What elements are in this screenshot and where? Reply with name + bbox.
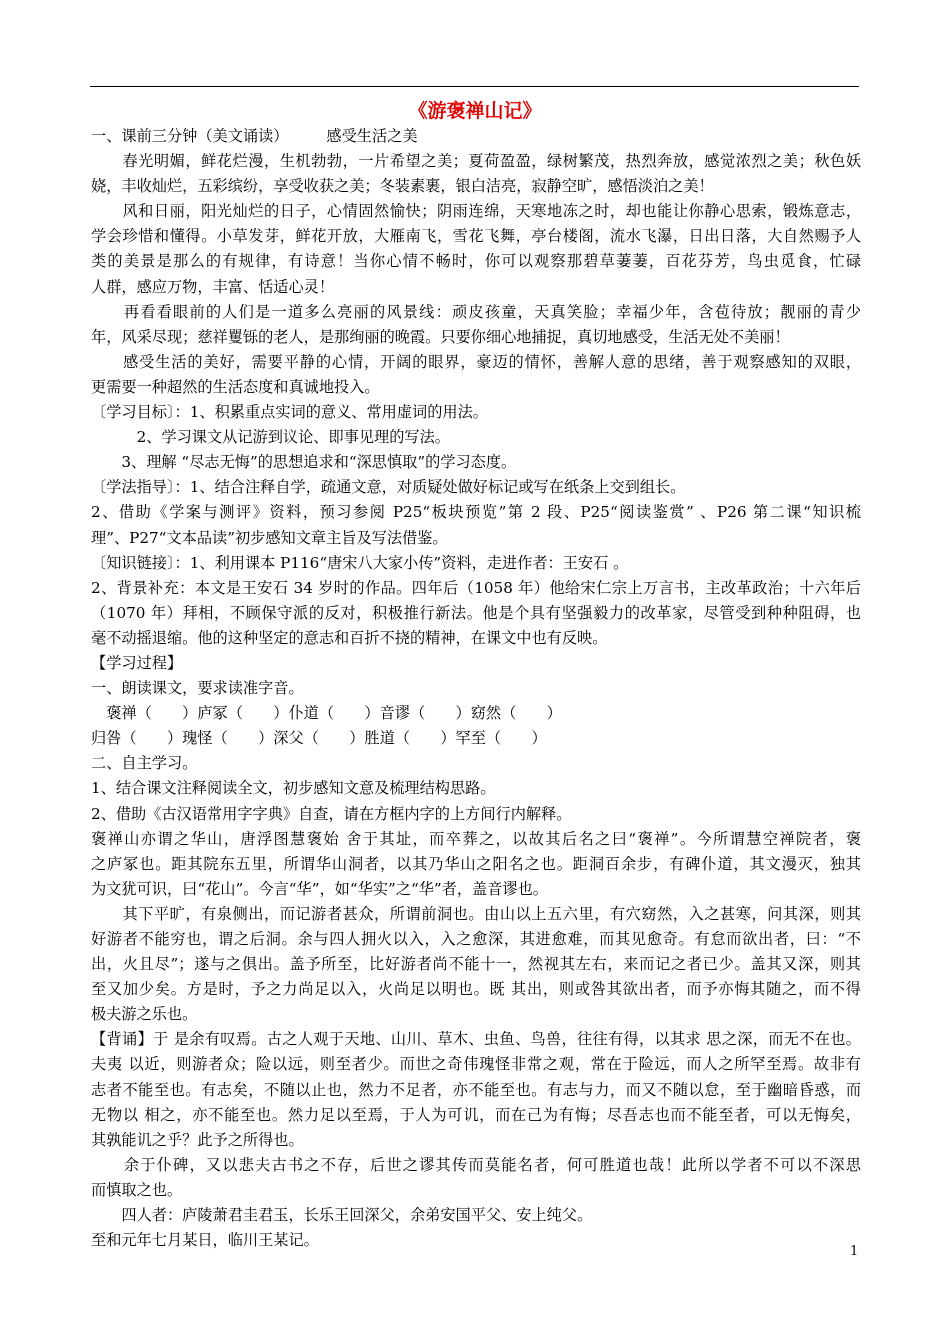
- classical-text-line: 出，火且尽”；遂与之俱出。盖予所至，比好游者尚不能十一，然视其左右，来而记之者已少。盖其又深，则其: [91, 955, 861, 974]
- learning-goals: 2、学习课文从记游到议论、即事见理的写法。: [91, 428, 450, 447]
- paragraph-line: 春光明媚，鲜花烂漫，生机勃勃，一片希望之美；夏荷盈盈，绿树繁茂，热烈奔放，感觉浓烈之美；秋色妖: [91, 152, 861, 171]
- paragraph-line: 学会珍惜和懂得。小草发芽，鲜花开放，大雁南飞，雪花飞舞，亭台楼阁，流水飞瀑，日出日落，大自然赐予人: [91, 227, 861, 246]
- section-heading: 二、自主学习。: [91, 754, 198, 773]
- knowledge-link: 2、背景补充：本文是王安石 34 岁时的作品。四年后（1058 年）他给宋仁宗上万言书，主改革政治；十六年后: [91, 578, 861, 597]
- paragraph-line: 人群，感应万物，丰富、恬适心灵！: [91, 277, 334, 296]
- classical-text-line: 余于仆碑，又以悲夫古书之不存，后世之谬其传而莫能名者，何可胜道也哉！此所以学者不可以不深思: [91, 1155, 861, 1174]
- knowledge-link: 毫不动摇退缩。他的这种坚定的意志和百折不挠的精神，在课文中也有反映。: [91, 628, 608, 647]
- page-number: 1: [850, 1244, 859, 1259]
- paragraph-line: 更需要一种超然的生活态度和真诚地投入。: [91, 377, 380, 396]
- classical-text-line: 为文犹可识，曰“花山”。今言“华”，如“华实”之“华”者，盖音谬也。: [91, 879, 548, 898]
- paragraph-line: 感受生活的美好，需要平静的心情，开阔的眼界，豪迈的情怀，善解人意的思绪，善于观察感知的双眼，: [91, 352, 861, 371]
- header-rule: [90, 86, 859, 87]
- classical-text-line: 好游者不能穷也，谓之后洞。余与四人拥火以入，入之愈深，其进愈难，而其见愈奇。有怠而欲出者，曰：“不: [91, 930, 861, 948]
- classical-text-line: 极夫游之乐也。: [91, 1005, 198, 1024]
- section-heading: 一、课前三分钟（美文诵读） 感受生活之美: [91, 127, 418, 145]
- recitation-line: 【背诵】于 是余有叹焉。古之人观于天地、山川、草木、虫鱼、鸟兽，往往有得，以其求 思之深，而无不在也。: [91, 1030, 861, 1049]
- paragraph-line: 再看看眼前的人们是一道多么亮丽的风景线：顽皮孩童，天真笑脸；幸福少年，含苞待放；靓丽的青少: [91, 302, 861, 321]
- section-heading: 【学习过程】: [91, 653, 183, 672]
- recitation-line: 无物以 相之，亦不能至也。然力足以至焉，于人为可讥，而在己为有悔；尽吾志也而不能至者，可以无悔矣，: [91, 1105, 861, 1124]
- paragraph-line: 年，风采尽现；慈祥矍铄的老人，是那绚丽的晚霞。只要你细心地捕捉，真切地感受，生活无处不美丽！: [91, 327, 790, 346]
- pronunciation-exercise: 褒禅（ ）庐冢（ ）仆道（ ）音谬（ ）窈然（ ）: [91, 704, 562, 723]
- knowledge-link: 〔知识链接〕：1、利用课本 P116“唐宋八大家小传”资料，走进作者：王安石 。: [91, 553, 629, 572]
- study-guide: 2、借助《学案与测评》资料，预习参阅 P25“板块预览”第 2 段、P25“阅读鉴赏” 、P26 第二课“知识梳: [91, 503, 861, 522]
- section-heading: 一、朗读课文，要求读准字音。: [91, 679, 304, 698]
- classical-text-line: 之庐冢也。距其院东五里，所谓华山洞者，以其乃华山之阳名之也。距洞百余步，有碑仆道，其文漫灭，独其: [91, 854, 861, 873]
- instruction-line: 2、借助《古汉语常用字字典》自查，请在方框内字的上方间行内解释。: [91, 804, 572, 823]
- recitation-line: 夫夷 以近，则游者众；险以远，则至者少。而世之奇伟瑰怪非常之观，常在于险远，而人之所罕至焉。故非有: [91, 1055, 861, 1074]
- paragraph-line: 娆，丰收灿烂，五彩缤纷，享受收获之美；冬装素裹，银白洁亮，寂静空旷，感悟淡泊之美！: [91, 177, 714, 196]
- paragraph-line: 类的美景是那么的有规律，有诗意！当你心情不畅时，你可以观察那碧草萋萋，百花芬芳，鸟虫觅食，忙碌: [91, 252, 861, 271]
- page-title: 《游褒禅山记》: [408, 100, 542, 122]
- instruction-line: 1、结合课文注释阅读全文，初步感知文意及梳理结构思路。: [91, 779, 496, 798]
- learning-goals: 3、理解 “尽志无悔”的思想追求和“深思慎取”的学习态度。: [91, 453, 517, 472]
- classical-text-line: 而慎取之也。: [91, 1180, 183, 1199]
- classical-text-line: 四人者：庐陵萧君圭君玉，长乐王回深父，余弟安国平父、安上纯父。: [91, 1206, 593, 1225]
- recitation-line: 志者不能至也。有志矣，不随以止也，然力不足者，亦不能至也。有志与力，而又不随以怠，至于幽暗昏惑，而: [91, 1080, 861, 1099]
- knowledge-link: （1070 年）拜相，不顾保守派的反对，积极推行新法。他是个具有坚强毅力的改革家，尽管受到种种阻碍，也: [91, 603, 861, 622]
- learning-goals: 〔学习目标〕：1、积累重点实词的意义、常用虚词的用法。: [91, 403, 488, 422]
- document-body: [91, 124, 861, 1253]
- study-guide: 〔学法指导〕：1、结合注释自学，疏通文意，对质疑处做好标记或写在纸条上交到组长。: [91, 478, 686, 497]
- pronunciation-exercise: 归咎（ ）瑰怪（ ）深父（ ）胜道（ ）罕至（ ）: [91, 729, 547, 748]
- study-guide: 理”、P27“文本品读”初步感知文章主旨及写法借鉴。: [91, 528, 448, 547]
- classical-text-line: 其下平旷，有泉侧出，而记游者甚众，所谓前洞也。由山以上五六里，有穴窈然，入之甚寒，问其深，则其: [91, 904, 861, 923]
- classical-text-line: 至和元年七月某日，临川王某记。: [91, 1231, 319, 1250]
- classical-text-line: 至又加少矣。方是时，予之力尚足以入，火尚足以明也。既 其出，则或咎其欲出者，而予亦悔其随之，而不得: [91, 980, 861, 999]
- recitation-line: 其孰能讥之乎？此予之所得也。: [91, 1130, 304, 1149]
- paragraph-line: 风和日丽，阳光灿烂的日子，心情固然愉快；阴雨连绵，天寒地冻之时，却也能让你静心思索，锻炼意志，: [91, 202, 861, 221]
- classical-text-line: 褒禅山亦谓之华山，唐浮图慧褒始 舍于其址，而卒葬之，以故其后名之曰“褒禅”。今所谓慧空禅院者，褒: [91, 829, 861, 848]
